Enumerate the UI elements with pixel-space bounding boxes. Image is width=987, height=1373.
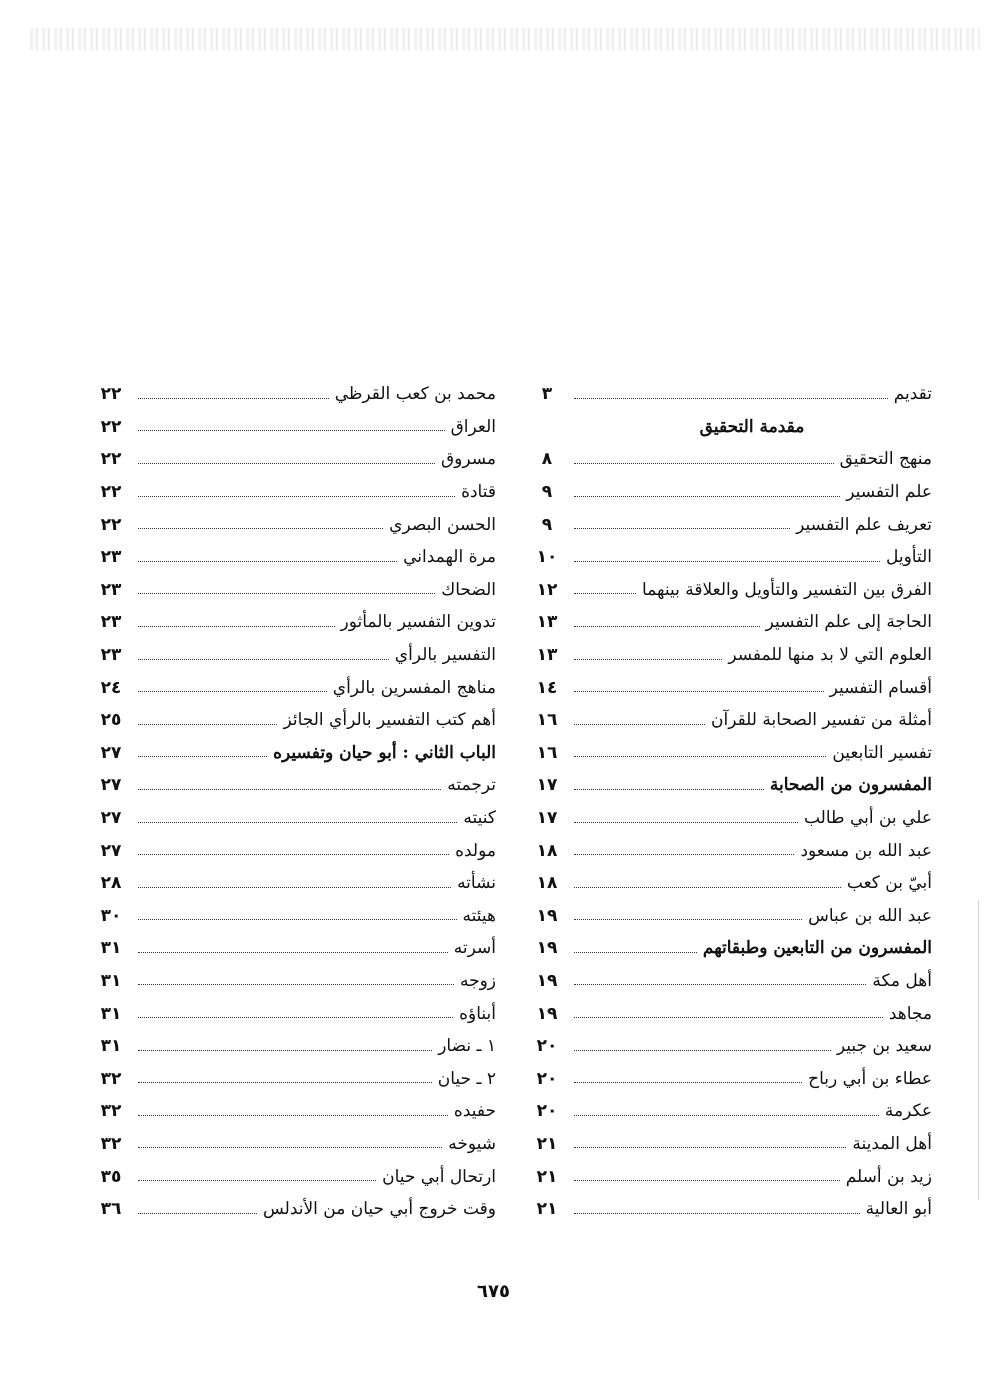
dot-leader: [574, 1147, 846, 1148]
dot-leader: [574, 1017, 883, 1018]
toc-entry: [96, 737, 496, 770]
toc-entry: [96, 1193, 496, 1226]
toc-entry-page: ٣١: [100, 1003, 122, 1024]
dot-leader: [574, 854, 794, 855]
toc-entry-page: ٣٦: [100, 1199, 122, 1220]
toc-entry-title: التأويل: [885, 547, 932, 568]
toc-entry: [96, 900, 496, 933]
toc-entry-page: ٨: [541, 449, 553, 470]
toc-entry: [532, 443, 932, 476]
toc-entry-page: ١٦: [536, 742, 558, 763]
dot-leader: [138, 593, 435, 594]
toc-entry: [96, 997, 496, 1030]
toc-entry-title: كنيته: [463, 808, 496, 829]
toc-entry-page: ٣٢: [100, 1133, 122, 1154]
toc-entry-title: سعيد بن جبير: [836, 1036, 932, 1057]
toc-entry: [532, 802, 932, 835]
toc-entry: [532, 1030, 932, 1063]
dot-leader: [574, 561, 880, 562]
dot-leader: [574, 463, 834, 464]
toc-entry-title: تدوين التفسير بالمأثور: [340, 612, 496, 633]
toc-entry-page: ١٠: [536, 547, 558, 568]
toc-entry: [532, 671, 932, 704]
toc-column-right: [532, 378, 932, 1225]
toc-entry-page: ٣١: [100, 970, 122, 991]
toc-entry: [532, 1193, 932, 1226]
dot-leader: [138, 1017, 453, 1018]
toc-entry-title: علي بن أبي طالب: [803, 808, 932, 829]
toc-entry: [532, 476, 932, 509]
toc-entry-title: تقديم: [893, 384, 932, 405]
toc-entry-title: وقت خروج أبي حيان من الأندلس: [262, 1199, 496, 1220]
toc-entry-title: الحسن البصري: [389, 514, 496, 535]
toc-entry: [96, 541, 496, 574]
toc-entry-title: مجاهد: [888, 1003, 932, 1024]
dot-leader: [138, 463, 435, 464]
toc-entry-title: زوجه: [459, 970, 496, 991]
toc-entry-page: ١٣: [536, 612, 558, 633]
toc-entry: [96, 965, 496, 998]
dot-leader: [574, 528, 790, 529]
toc-entry-title: تعريف علم التفسير: [796, 514, 932, 535]
toc-entry: [96, 834, 496, 867]
toc-entry-title: أبيّ بن كعب: [846, 873, 932, 894]
dot-leader: [138, 1115, 448, 1116]
toc-entry: [96, 411, 496, 444]
toc-entry-page: ١٩: [536, 905, 558, 926]
dot-leader: [574, 1115, 879, 1116]
toc-entry-page: ٢١: [536, 1199, 558, 1220]
dot-leader: [138, 691, 327, 692]
toc-entry: [96, 704, 496, 737]
toc-entry-page: ٣١: [100, 1036, 122, 1057]
dot-leader: [138, 822, 457, 823]
toc-entry-title: ٢ ـ حيان: [437, 1068, 496, 1089]
toc-entry-title: مسروق: [440, 449, 496, 470]
toc-entry-page: ٢٧: [100, 742, 122, 763]
toc-entry: [96, 508, 496, 541]
toc-entry: [96, 476, 496, 509]
dot-leader: [574, 724, 705, 725]
toc-entry-title: المفسرون من التابعين وطبقاتهم: [702, 938, 932, 959]
toc-entry-page: ٩: [541, 482, 553, 503]
toc-entry: [532, 1128, 932, 1161]
toc-entry-page: ٢٢: [100, 384, 122, 405]
dot-leader: [138, 756, 267, 757]
toc-entry: [532, 541, 932, 574]
dot-leader: [138, 528, 383, 529]
toc-entry: [532, 1095, 932, 1128]
dot-leader: [574, 822, 798, 823]
toc-entry: [532, 704, 932, 737]
dot-leader: [574, 984, 866, 985]
dot-leader: [574, 1082, 802, 1083]
dot-leader: [138, 496, 455, 497]
toc-entry-title: ترجمته: [447, 775, 496, 796]
toc-entry: [96, 1030, 496, 1063]
dot-leader: [138, 659, 389, 660]
toc-entry: [532, 834, 932, 867]
toc-entry-page: ٩: [541, 514, 553, 535]
toc-entry-title: أهل مكة: [872, 970, 932, 991]
scan-edge-line: [978, 900, 979, 1200]
toc-entry-title: أسرته: [453, 938, 496, 959]
toc-column-left: [96, 378, 496, 1225]
toc-entry: [532, 606, 932, 639]
toc-entry-title: عبد الله بن مسعود: [800, 840, 932, 861]
dot-leader: [138, 919, 457, 920]
toc-entry: [96, 867, 496, 900]
toc-entry: [532, 997, 932, 1030]
toc-entry-title: ارتحال أبي حيان: [382, 1166, 496, 1187]
dot-leader: [574, 952, 697, 953]
toc-entry-page: ٢١: [536, 1133, 558, 1154]
toc-entry: [532, 737, 932, 770]
dot-leader: [138, 952, 448, 953]
dot-leader: [574, 789, 764, 790]
toc-entry: [96, 671, 496, 704]
toc-entry: [532, 900, 932, 933]
toc-entry-title: أهل المدينة: [852, 1133, 932, 1154]
toc-entry-title: تفسير التابعين: [832, 742, 932, 763]
toc-entry-page: ٢٠: [536, 1036, 558, 1057]
toc-entry-page: ١٣: [536, 645, 558, 666]
toc-entry: [532, 378, 932, 411]
toc-entry-title: التفسير بالرأي: [394, 645, 496, 666]
toc-entry: [96, 932, 496, 965]
page-number: ٦٧٥: [477, 1281, 510, 1302]
toc-entry-page: ٢٠: [536, 1068, 558, 1089]
toc-entry-title: عكرمة: [884, 1101, 932, 1122]
toc-entry-page: ٣٢: [100, 1101, 122, 1122]
dot-leader: [138, 724, 277, 725]
toc-entry-page: ٢٧: [100, 840, 122, 861]
toc-entry-page: ٢٣: [100, 612, 122, 633]
toc-entry: [96, 639, 496, 672]
dot-leader: [138, 1082, 432, 1083]
dot-leader: [574, 496, 840, 497]
dot-leader: [574, 919, 802, 920]
toc-entry-page: ٢٧: [100, 775, 122, 796]
toc-entry: [96, 1095, 496, 1128]
toc-entry: [532, 965, 932, 998]
toc-entry-page: ١٩: [536, 938, 558, 959]
toc-entry-page: ١٨: [536, 873, 558, 894]
toc-entry-title: علم التفسير: [846, 482, 932, 503]
toc-entry-title: مولده: [455, 840, 496, 861]
toc-entry: [96, 1062, 496, 1095]
toc-entry-title: أهم كتب التفسير بالرأي الجائز: [283, 710, 496, 731]
dot-leader: [574, 756, 826, 757]
dot-leader: [138, 626, 335, 627]
toc-entry-page: ٢٥: [100, 710, 122, 731]
toc-entry: [532, 769, 932, 802]
dot-leader: [138, 984, 454, 985]
toc-entry: [532, 1160, 932, 1193]
toc-entry-title: عبد الله بن عباس: [808, 905, 932, 926]
toc-entry-title: هيئته: [462, 905, 496, 926]
toc-entry-title: شيوخه: [448, 1133, 496, 1154]
toc-section-heading: مقدمة التحقيق: [699, 416, 805, 437]
scan-header-artifact: [30, 28, 980, 50]
toc-entry-page: ٣٢: [100, 1068, 122, 1089]
toc-entry-page: ١٤: [536, 677, 558, 698]
dot-leader: [574, 887, 841, 888]
toc-entry-page: ٢٨: [100, 873, 122, 894]
toc-entry: [96, 378, 496, 411]
toc-entry-page: ٣: [541, 384, 553, 405]
toc-entry-title: زيد بن أسلم: [845, 1166, 932, 1187]
toc-entry-page: ١٧: [536, 775, 558, 796]
toc-entry: [532, 1062, 932, 1095]
toc-entry-page: ٢٢: [100, 514, 122, 535]
dot-leader: [574, 398, 888, 399]
toc-entry-title: أبناؤه: [459, 1003, 496, 1024]
toc-entry-page: ١٦: [536, 710, 558, 731]
toc-entry-title: المفسرون من الصحابة: [769, 775, 932, 796]
toc-entry: [96, 1128, 496, 1161]
toc-entry-page: ٢٢: [100, 482, 122, 503]
dot-leader: [574, 1213, 860, 1214]
dot-leader: [574, 593, 636, 594]
dot-leader: [138, 1213, 257, 1214]
toc-entry-page: ١٧: [536, 808, 558, 829]
toc-entry-page: ٢٠: [536, 1101, 558, 1122]
toc-entry-title: منهج التحقيق: [839, 449, 932, 470]
toc-entry-title: محمد بن كعب القرظي: [334, 384, 496, 405]
toc-entry-title: الحاجة إلى علم التفسير: [765, 612, 932, 633]
toc-entry-title: الفرق بين التفسير والتأويل والعلاقة بينهما: [642, 579, 932, 600]
dot-leader: [574, 691, 824, 692]
toc-entry-title: قتادة: [461, 482, 496, 503]
toc-entry: [96, 443, 496, 476]
dot-leader: [138, 398, 329, 399]
toc-entry-title: مرة الهمداني: [403, 547, 496, 568]
toc-entry-page: ٢٤: [100, 677, 122, 698]
toc-entry: [532, 508, 932, 541]
toc-entry-page: ١٩: [536, 1003, 558, 1024]
toc-entry: [532, 574, 932, 607]
toc-entry-title: الضحاك: [441, 579, 496, 600]
toc-entry-title: العلوم التي لا بد منها للمفسر: [728, 645, 932, 666]
dot-leader: [574, 1180, 840, 1181]
dot-leader: [574, 1050, 831, 1051]
toc-entry: [96, 606, 496, 639]
toc-entry-title: عطاء بن أبي رباح: [808, 1068, 932, 1089]
toc-entry-page: ١٨: [536, 840, 558, 861]
toc-entry-page: ٢١: [536, 1166, 558, 1187]
dot-leader: [138, 561, 397, 562]
toc-entry-title: حفيده: [453, 1101, 496, 1122]
toc-entry-page: ٢٢: [100, 416, 122, 437]
toc-entry-title: أقسام التفسير: [829, 677, 932, 698]
toc-entry-page: ٢٣: [100, 645, 122, 666]
toc-entry: [96, 769, 496, 802]
dot-leader: [138, 1180, 376, 1181]
toc-entry-title: العراق: [450, 416, 496, 437]
dot-leader: [138, 887, 451, 888]
toc-entry-title: ١ ـ نضار: [438, 1036, 496, 1057]
dot-leader: [574, 626, 760, 627]
toc-entry-title: مناهج المفسرين بالرأي: [332, 677, 496, 698]
toc-entry-title: الباب الثاني : أبو حيان وتفسيره: [273, 742, 496, 763]
toc-entry-page: ٣٥: [100, 1166, 122, 1187]
toc-entry: [532, 639, 932, 672]
dot-leader: [574, 659, 722, 660]
toc-entry: [532, 867, 932, 900]
toc-entry: [96, 1160, 496, 1193]
toc-entry: [532, 932, 932, 965]
toc-entry-page: ١٩: [536, 970, 558, 991]
toc-entry-page: ٢٣: [100, 547, 122, 568]
dot-leader: [138, 854, 449, 855]
toc-entry: [96, 574, 496, 607]
toc-entry-page: ١٢: [536, 579, 558, 600]
toc-entry: [96, 802, 496, 835]
dot-leader: [138, 789, 441, 790]
toc-entry-title: أبو العالية: [865, 1199, 932, 1220]
toc-entry-page: ٢٣: [100, 579, 122, 600]
toc-entry-title: أمثلة من تفسير الصحابة للقرآن: [710, 710, 932, 731]
dot-leader: [138, 430, 445, 431]
dot-leader: [138, 1050, 432, 1051]
toc-entry-page: ٢٢: [100, 449, 122, 470]
toc-entry-page: ٣٠: [100, 905, 122, 926]
dot-leader: [138, 1147, 442, 1148]
toc-entry-page: ٢٧: [100, 808, 122, 829]
toc-entry-title: نشأته: [457, 873, 496, 894]
toc-entry-page: ٣١: [100, 938, 122, 959]
